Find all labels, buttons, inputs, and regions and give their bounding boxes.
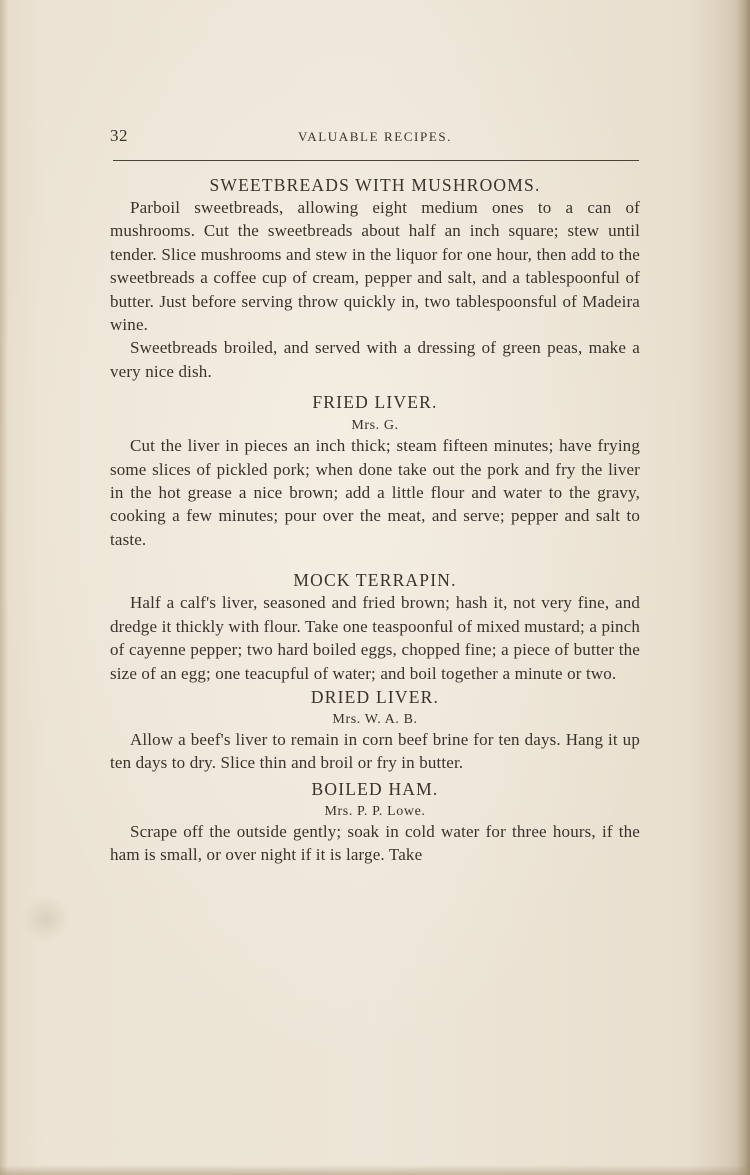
recipe-byline: Mrs. G.	[351, 418, 399, 434]
recipe-paragraph: Sweetbreads broiled, and served with a dressing of green peas, make a very nice dish.	[110, 338, 640, 381]
recipe-title-mock-terrapin: MOCK TERRAPIN.	[293, 570, 457, 591]
page-gutter-shadow	[0, 0, 8, 1175]
running-head: VALUABLE RECIPES.	[297, 129, 453, 144]
recipe-paragraph: Parboil sweetbreads, allowing eight medium ones to a can of mushrooms. Cut the sweetbreads about half an inch square; stew until tender. Slice mushrooms and stew in the liquor for one hour, then add to the sweetbreads a coffee cup of cream, pepper and salt, and a tablespoonful of butter. Just before serving throw quickly in, two tablespoonsful of Madeira wine.	[110, 198, 640, 335]
recipe-title-sweetbreads: SWEETBREADS WITH MUSHROOMS.	[209, 175, 541, 195]
recipe-title-fried-liver: FRIED LIVER.	[312, 392, 438, 413]
page-edge-bottom	[0, 1165, 750, 1175]
paper-stain	[22, 895, 70, 943]
recipe-title-boiled-ham: BOILED HAM.	[311, 778, 439, 799]
recipe-byline: Mrs. W. A. B.	[332, 711, 418, 727]
recipe-title-dried-liver: DRIED LIVER.	[310, 686, 440, 707]
page-number: 32	[110, 126, 128, 145]
recipe-paragraph: Scrape off the outside gently; soak in cold water for three hours, if the ham is small, or over night if it is large. Take	[110, 821, 640, 865]
page-content	[110, 172, 640, 867]
recipe-paragraph: Allow a beef's liver to remain in corn beef brine for ten days. Hang it up ten days to dry. Slice thin and broil or fry in butter.	[110, 729, 640, 773]
page-edge-right	[736, 0, 750, 1175]
recipe-paragraph: Cut the liver in pieces an inch thick; steam fifteen minutes; have frying some slices of pickled pork; when done take out the pork and fry the liver in the hot grease a nice brown; add a little flour and water to the gravy, cooking a few minutes; pour over the meat, and serve; pepper and salt to taste.	[110, 436, 640, 549]
recipe-byline: Mrs. P. P. Lowe.	[324, 803, 426, 819]
page-header	[110, 126, 640, 148]
header-rule	[113, 160, 639, 161]
recipe-paragraph: Half a calf's liver, seasoned and fried brown; hash it, not very fine, and dredge it thickly with flour. Take one teaspoonful of mixed mustard; a pinch of cayenne pepper; two hard boiled eggs, chopped fine; a piece of butter the size of an egg; one teacupful of water; and boil together a minute or two.	[110, 593, 640, 683]
